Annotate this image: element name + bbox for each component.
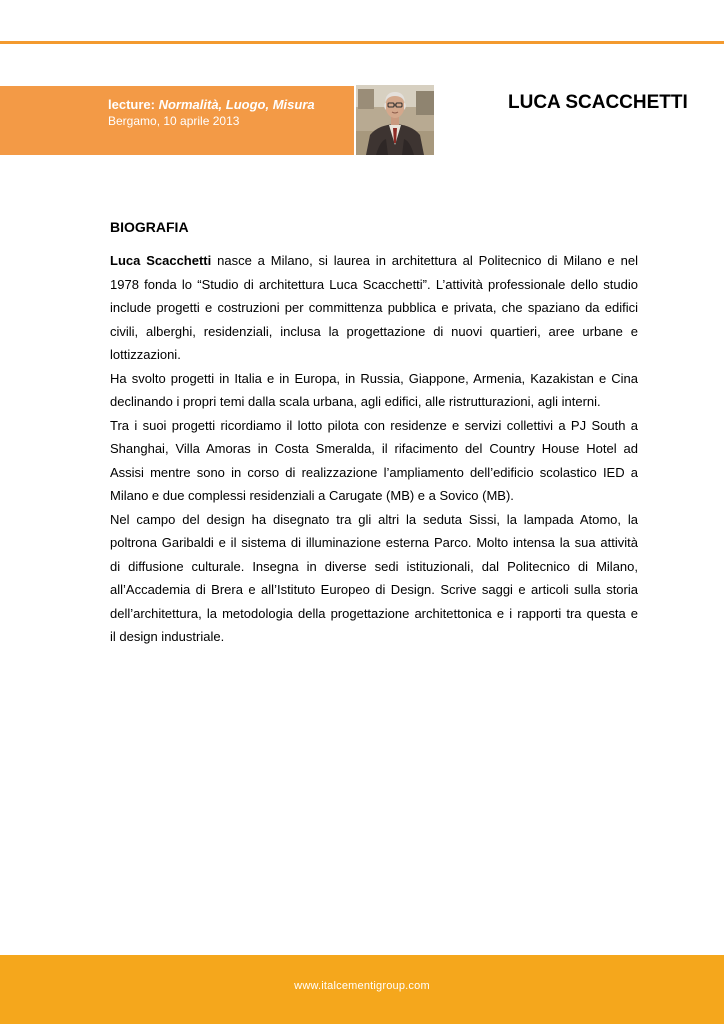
bio-line: Nel campo del design ha disegnato tra gli altri la seduta Sissi, la lampada Atomo, la [110, 511, 638, 527]
speaker-name: LUCA SCACCHETTI [508, 92, 688, 113]
bio-line: include progetti e costruzioni per committenza pubblica e privata, che spaziano da edifici [110, 300, 638, 315]
bio-line: dell’architettura, la metodologia della progettazione architettonica e i rapporti tra questa e [110, 605, 638, 621]
bio-line: Shanghai, Villa Amoras in Costa Smeralda, il rifacimento del Country House Hotel ad [110, 441, 638, 456]
bio-line: Assisi mentre sono in corso di realizzazione l’ampliamento dell’edificio scolastico IED a [110, 464, 638, 480]
lecture-label: lecture: [108, 97, 155, 112]
bio-line-text: nasce a Milano, si laurea in architettura al Politecnico di Milano e nel [211, 253, 638, 268]
biography-text [110, 249, 638, 649]
bio-line: Ha svolto progetti in Italia e in Europa, in Russia, Giappone, Armenia, Kazakistan e Cina [110, 370, 638, 386]
lecture-title [108, 97, 315, 112]
footer-url: www.italcementigroup.com [294, 980, 430, 992]
lecture-date: Bergamo, 10 aprile 2013 [108, 114, 240, 128]
bio-line: il design industriale. [110, 629, 225, 644]
bio-line: civili, alberghi, residenziali, inclusa la progettazione di nuovi quartieri, aree urbane e [110, 323, 638, 339]
bio-line: Milano e due complessi residenziali a Carugate (MB) e a Sovico (MB). [110, 488, 514, 503]
bio-line: lottizzazioni. [110, 347, 181, 362]
bio-line: Tra i suoi progetti ricordiamo il lotto pilota con residenze e servizi collettivi a PJ South a [110, 417, 638, 433]
bio-line: declinando i propri temi dalla scala urbana, agli edifici, alle ristrutturazioni, agli interni. [110, 394, 601, 409]
bio-line [110, 249, 638, 273]
bio-line: 1978 fonda lo “Studio di architettura Luca Scacchetti”. L’attività professionale dello studio [110, 276, 638, 292]
top-divider [0, 41, 724, 44]
speaker-portrait [356, 85, 434, 155]
bio-line: di diffusione culturale. Insegna in diverse sedi istituzionali, dal Politecnico di Milano, [110, 558, 638, 574]
bio-line: poltrona Garibaldi e il sistema di illuminazione esterna Parco. Molto intensa la sua attività [110, 535, 638, 550]
bio-lead-name: Luca Scacchetti [110, 253, 212, 268]
lecture-topic: Normalità, Luogo, Misura [158, 97, 315, 112]
section-title: BIOGRAFIA [110, 219, 189, 235]
bio-line: all’Accademia di Brera e all’Istituto Europeo di Design. Scrive saggi e articoli sulla storia [110, 582, 638, 597]
